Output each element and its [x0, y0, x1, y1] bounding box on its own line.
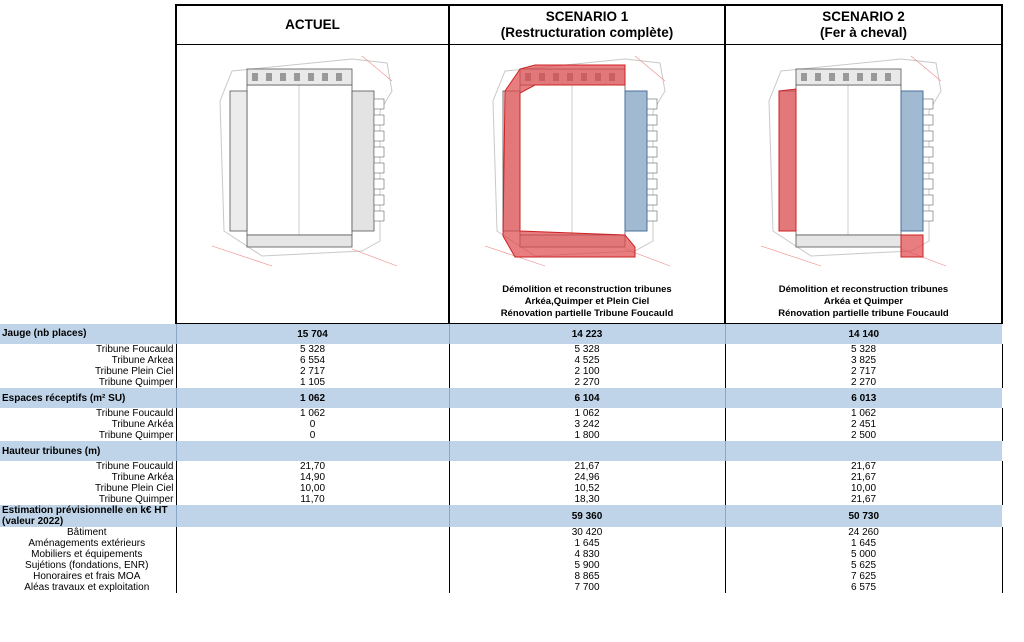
row-value: 21,67	[725, 472, 1002, 483]
demolition-zone-left	[779, 89, 796, 231]
box-detail	[923, 211, 933, 221]
row-label: Tribune Quimper	[0, 377, 176, 388]
pitch	[796, 85, 901, 235]
box-detail	[923, 195, 933, 205]
stand-top-detail	[308, 73, 314, 81]
plan-scenario-2-cell	[725, 45, 1002, 324]
row-label: Tribune Quimper	[0, 430, 176, 441]
row-value: 5 328	[449, 344, 725, 355]
section-label: Hauteur tribunes (m)	[0, 441, 176, 461]
box-detail	[374, 163, 384, 173]
box-detail	[374, 211, 384, 221]
stand-top-detail	[322, 73, 328, 81]
box-detail	[923, 147, 933, 157]
row-value: 7 700	[449, 582, 725, 593]
row-value: 1 062	[449, 408, 725, 419]
renovation-zone	[901, 91, 923, 231]
row-value: 21,67	[725, 494, 1002, 505]
row-value: 3 825	[725, 355, 1002, 366]
row-value: 4 830	[449, 549, 725, 560]
section-total: 15 704	[176, 324, 449, 345]
box-detail	[647, 195, 657, 205]
axis-line	[352, 249, 397, 266]
row-value: 8 865	[449, 571, 725, 582]
stand-top-detail	[829, 73, 835, 81]
plan-actuel-cell	[176, 45, 449, 324]
stand-top-detail	[294, 73, 300, 81]
section-row	[0, 324, 1002, 345]
row-value: 5 900	[449, 560, 725, 571]
row-label: Sujétions (fondations, ENR)	[0, 560, 176, 571]
table-row	[0, 430, 1002, 441]
box-detail	[923, 115, 933, 125]
box-detail	[374, 115, 384, 125]
stand-bottom	[247, 235, 352, 247]
stand-bottom	[796, 235, 901, 247]
row-value: 21,67	[725, 461, 1002, 472]
row-label: Tribune Foucauld	[0, 408, 176, 419]
section-total	[176, 505, 449, 527]
section-label: Estimation prévisionnelle en k€ HT (valeur 2022)	[0, 505, 176, 527]
row-value: 5 000	[725, 549, 1002, 560]
section-row	[0, 441, 1002, 461]
row-value: 24 260	[725, 527, 1002, 538]
section-label: Espaces réceptifs (m² SU)	[0, 388, 176, 408]
section-total: 14 223	[449, 324, 725, 345]
row-value: 10,00	[176, 483, 449, 494]
table-row	[0, 419, 1002, 430]
row-label: Tribune Foucauld	[0, 344, 176, 355]
row-value: 14,90	[176, 472, 449, 483]
stadium-plan-scenario-1	[475, 51, 675, 271]
box-detail	[374, 99, 384, 109]
row-value: 2 500	[725, 430, 1002, 441]
stand-top-detail	[885, 73, 891, 81]
stadium-plan-actuel	[202, 51, 402, 271]
row-value: 5 328	[725, 344, 1002, 355]
col-header-scenario-2: SCENARIO 2 (Fer à cheval)	[725, 5, 1002, 45]
row-value: 1 645	[725, 538, 1002, 549]
stand-top-detail	[801, 73, 807, 81]
pitch	[520, 85, 625, 235]
section-total	[725, 441, 1002, 461]
row-label: Honoraires et frais MOA	[0, 571, 176, 582]
row-value: 6 575	[725, 582, 1002, 593]
box-detail	[923, 99, 933, 109]
table-row	[0, 377, 1002, 388]
stand-top-detail	[280, 73, 286, 81]
row-value: 2 717	[725, 366, 1002, 377]
stand-top-detail	[843, 73, 849, 81]
section-row	[0, 388, 1002, 408]
scenario-2-description: Démolition et reconstruction tribunes Arkéa et Quimper Rénovation partielle tribune Foucauld	[778, 284, 949, 319]
section-row	[0, 505, 1002, 527]
row-value: 21,70	[176, 461, 449, 472]
table-row	[0, 538, 1002, 549]
section-total: 59 360	[449, 505, 725, 527]
row-label: Bâtiment	[0, 527, 176, 538]
row-value	[176, 582, 449, 593]
row-value: 0	[176, 419, 449, 430]
box-detail	[647, 163, 657, 173]
row-value: 0	[176, 430, 449, 441]
comparison-table	[0, 4, 1003, 593]
box-detail	[647, 115, 657, 125]
row-value: 2 717	[176, 366, 449, 377]
table-row	[0, 483, 1002, 494]
box-detail	[923, 163, 933, 173]
stand-top-detail	[252, 73, 258, 81]
box-detail	[374, 131, 384, 141]
row-value: 21,67	[449, 461, 725, 472]
section-label: Jauge (nb places)	[0, 324, 176, 345]
box-detail	[374, 195, 384, 205]
scenario-1-description: Démolition et reconstruction tribunes Arkéa,Quimper et Plein Ciel Rénovation partielle Tribune Foucauld	[500, 284, 674, 319]
row-value: 1 105	[176, 377, 449, 388]
row-value: 5 328	[176, 344, 449, 355]
table-row	[0, 560, 1002, 571]
row-value: 10,00	[725, 483, 1002, 494]
table-row	[0, 408, 1002, 419]
section-total: 50 730	[725, 505, 1002, 527]
section-total: 6 013	[725, 388, 1002, 408]
row-label: Tribune Arkea	[0, 355, 176, 366]
row-value: 2 270	[449, 377, 725, 388]
row-value	[176, 549, 449, 560]
stand-right	[352, 91, 374, 231]
row-value	[176, 571, 449, 582]
box-detail	[647, 147, 657, 157]
table-row	[0, 582, 1002, 593]
box-detail	[647, 179, 657, 189]
stand-top-detail	[336, 73, 342, 81]
row-value	[176, 560, 449, 571]
stadium-plan-scenario-2	[751, 51, 951, 271]
row-value: 6 554	[176, 355, 449, 366]
row-value: 7 625	[725, 571, 1002, 582]
section-total: 6 104	[449, 388, 725, 408]
demolition-zone-corner	[901, 235, 923, 257]
section-total	[449, 441, 725, 461]
row-value: 11,70	[176, 494, 449, 505]
table-row	[0, 571, 1002, 582]
box-detail	[647, 211, 657, 221]
section-total: 14 140	[725, 324, 1002, 345]
row-value: 1 062	[176, 408, 449, 419]
stand-top-detail	[266, 73, 272, 81]
row-label: Tribune Plein Ciel	[0, 366, 176, 377]
row-value: 1 800	[449, 430, 725, 441]
table-row	[0, 344, 1002, 355]
renovation-zone	[625, 91, 647, 231]
stand-top-detail	[815, 73, 821, 81]
plan-scenario-1-cell	[449, 45, 725, 324]
stand-top-detail	[857, 73, 863, 81]
table-row	[0, 494, 1002, 505]
row-value: 2 451	[725, 419, 1002, 430]
table-row	[0, 366, 1002, 377]
row-value: 4 525	[449, 355, 725, 366]
row-label: Tribune Arkéa	[0, 419, 176, 430]
table-row	[0, 472, 1002, 483]
row-value	[176, 527, 449, 538]
row-value: 1 645	[449, 538, 725, 549]
row-value: 5 625	[725, 560, 1002, 571]
col-header-scenario-1: SCENARIO 1 (Restructuration complète)	[449, 5, 725, 45]
table-row	[0, 549, 1002, 560]
box-detail	[374, 147, 384, 157]
row-value: 3 242	[449, 419, 725, 430]
section-total: 1 062	[176, 388, 449, 408]
row-label: Tribune Arkéa	[0, 472, 176, 483]
row-value: 2 270	[725, 377, 1002, 388]
row-label: Tribune Foucauld	[0, 461, 176, 472]
box-detail	[647, 131, 657, 141]
row-value: 18,30	[449, 494, 725, 505]
box-detail	[923, 179, 933, 189]
box-detail	[647, 99, 657, 109]
table-row	[0, 461, 1002, 472]
row-value: 24,96	[449, 472, 725, 483]
row-label: Tribune Plein Ciel	[0, 483, 176, 494]
row-value: 10,52	[449, 483, 725, 494]
box-detail	[374, 179, 384, 189]
row-label: Mobiliers et équipements	[0, 549, 176, 560]
row-value: 2 100	[449, 366, 725, 377]
stand-top-detail	[871, 73, 877, 81]
table-row	[0, 355, 1002, 366]
pitch	[247, 85, 352, 235]
stand-left	[230, 91, 247, 231]
row-value: 30 420	[449, 527, 725, 538]
plans-row	[0, 45, 1002, 324]
box-detail	[923, 131, 933, 141]
row-value	[176, 538, 449, 549]
row-value: 1 062	[725, 408, 1002, 419]
row-label: Aléas travaux et exploitation	[0, 582, 176, 593]
header-row	[0, 5, 1002, 45]
col-header-actuel: ACTUEL	[176, 5, 449, 45]
table-row	[0, 527, 1002, 538]
section-total	[176, 441, 449, 461]
row-label: Aménagements extérieurs	[0, 538, 176, 549]
row-label: Tribune Quimper	[0, 494, 176, 505]
